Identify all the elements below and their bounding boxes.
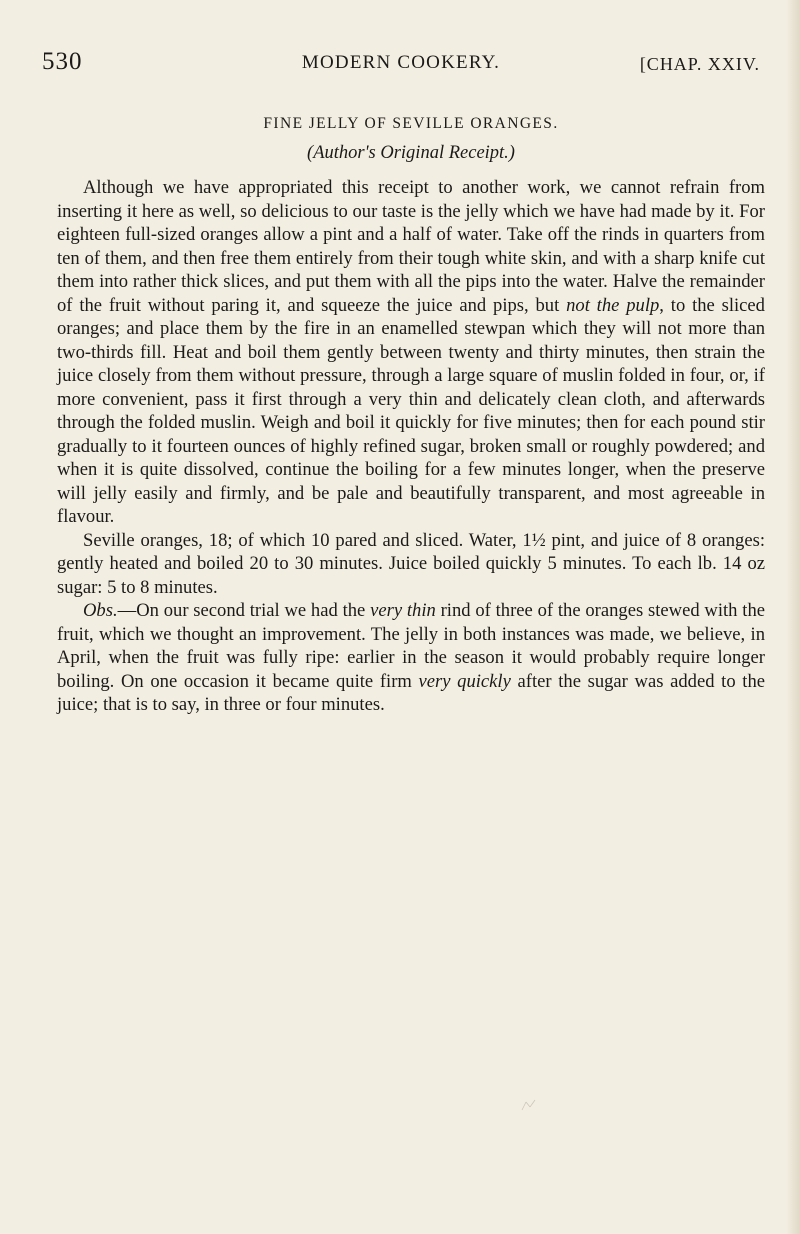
emphasis-text: not the pulp — [566, 294, 660, 316]
running-head — [42, 48, 760, 82]
running-title: MODERN COOKERY. — [301, 52, 501, 73]
page-edge-shadow — [786, 0, 800, 1234]
paragraph-text: after the sugar was added to the juice; that is to say, in three or four minutes. — [57, 670, 766, 715]
page-number: 530 — [42, 48, 83, 75]
emphasis-text: very thin — [370, 600, 436, 621]
paper-speck — [520, 1098, 538, 1112]
paragraph-text: Although we have appropriated this receipt to another work, we cannot refrain from inserting it here as well, so delicious to our taste is the jelly which we have had made by it. For eighteen full-sized oranges allow a pint and a half of water. Take off the rinds in quarters from ten of them, and then free them entirely from their tough white skin, and with a sharp knife cut them into rather thick slices, and put them with all the pips into the water. Halve the remainder of the fruit without paring it, and squeeze the juice and pips, but — [57, 177, 765, 316]
paragraph-text: rind of three of the oranges stewed with the fruit, which we thought an improvement. The jelly in both instances was made, we believe, in April, when the fruit was fully ripe: earlier in the season it would probably require longer boiling. On one occasion it became quite firm — [57, 600, 765, 692]
recipe-paragraph — [57, 176, 765, 529]
paragraph-text: —On our second trial we had the — [117, 600, 371, 621]
page-body — [57, 115, 765, 717]
emphasis-text: very quickly — [418, 670, 511, 692]
recipe-title: FINE JELLY OF SEVILLE ORANGES. — [263, 115, 559, 132]
obs-label: Obs. — [83, 600, 118, 621]
chapter-reference: [CHAP. XXIV. — [639, 54, 760, 74]
observation-paragraph — [57, 599, 765, 717]
recipe-summary: Seville oranges, 18; of which 10 pared and sliced. Water, 1½ pint, and juice of 8 oranges: gently heated and boiled 20 to 30 minutes. Juice boiled quickly 5 minutes. To each lb. 14 oz sugar: 5 to 8 minutes. — [57, 529, 765, 598]
recipe-subtitle: (Author's Original Receipt.) — [307, 143, 515, 163]
paragraph-text: , to the sliced oranges; and place them by the fire in an enamelled stewpan which they will not more than two-thirds fill. Heat and boil them gently between twenty and thirty minutes, then strain the juice closely from them without pressure, through a large square of muslin folded in four, or, if more convenient, pass it first through a very thin and delicately clean cloth, and afterwards through the folded muslin. Weigh and boil it quickly for five minutes; then for each pound stir gradually to it fourteen ounces of highly refined sugar, broken small or roughly powdered; and when it is quite dissolved, continue the boiling for a few minutes longer, when the preserve will jelly easily and firmly, and be pale and beautifully transparent, and most agreeable in flavour. — [57, 294, 765, 527]
